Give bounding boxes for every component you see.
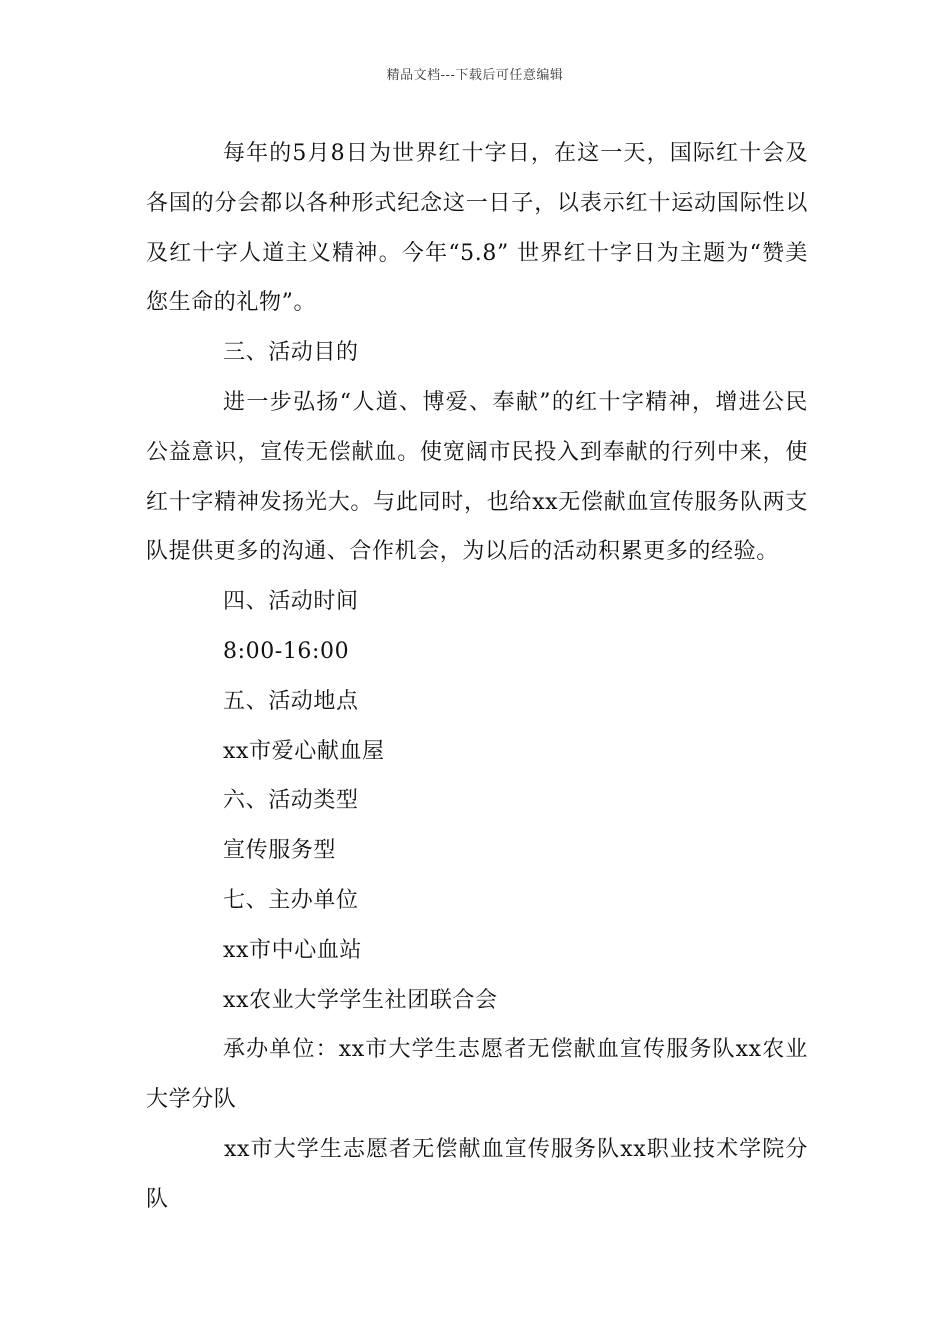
section-heading-type: 六、活动类型 <box>223 788 359 814</box>
paragraph-purpose: 进一步弘扬“人道、博爱、奉献”的红十字精神，增进公民公益意识，宣传无偿献血。使宽阔市民投入到奉献的行列中来，使红十字精神发扬光大。与此同时，也给xx无偿献血宣传服务队两支队提供更多的沟通、合作机会，为以后的活动积累更多的经验。 <box>146 389 808 565</box>
document-body <box>146 129 808 1225</box>
organizer-student-union: xx农业大学学生社团联合会 <box>223 987 498 1013</box>
co-organizer-agri-university: 承办单位：xx市大学生志愿者无偿献血宣传服务队xx农业大学分队 <box>146 1037 808 1113</box>
page-header: 精品文档---下载后可任意编辑 <box>386 68 564 83</box>
paragraph-intro: 每年的5月8日为世界红十字日，在这一天，国际红十会及各国的分会都以各种形式纪念这一日子，以表示红十运动国际性以及红十字人道主义精神。今年“5.8” 世界红十字日为主题为“赞美您生命的礼物”。 <box>146 141 808 316</box>
section-heading-time: 四、活动时间 <box>223 589 359 615</box>
activity-location: xx市爱心献血屋 <box>223 738 385 764</box>
organizer-blood-center: xx市中心血站 <box>223 937 363 963</box>
activity-time: 8:00-16:00 <box>223 638 350 664</box>
section-heading-location: 五、活动地点 <box>223 688 359 714</box>
section-heading-organizer: 七、主办单位 <box>223 887 359 913</box>
activity-type: 宣传服务型 <box>223 838 337 864</box>
section-heading-purpose: 三、活动目的 <box>223 340 359 366</box>
co-organizer-vocational-college: xx市大学生志愿者无偿献血宣传服务队xx职业技术学院分队 <box>146 1136 808 1212</box>
